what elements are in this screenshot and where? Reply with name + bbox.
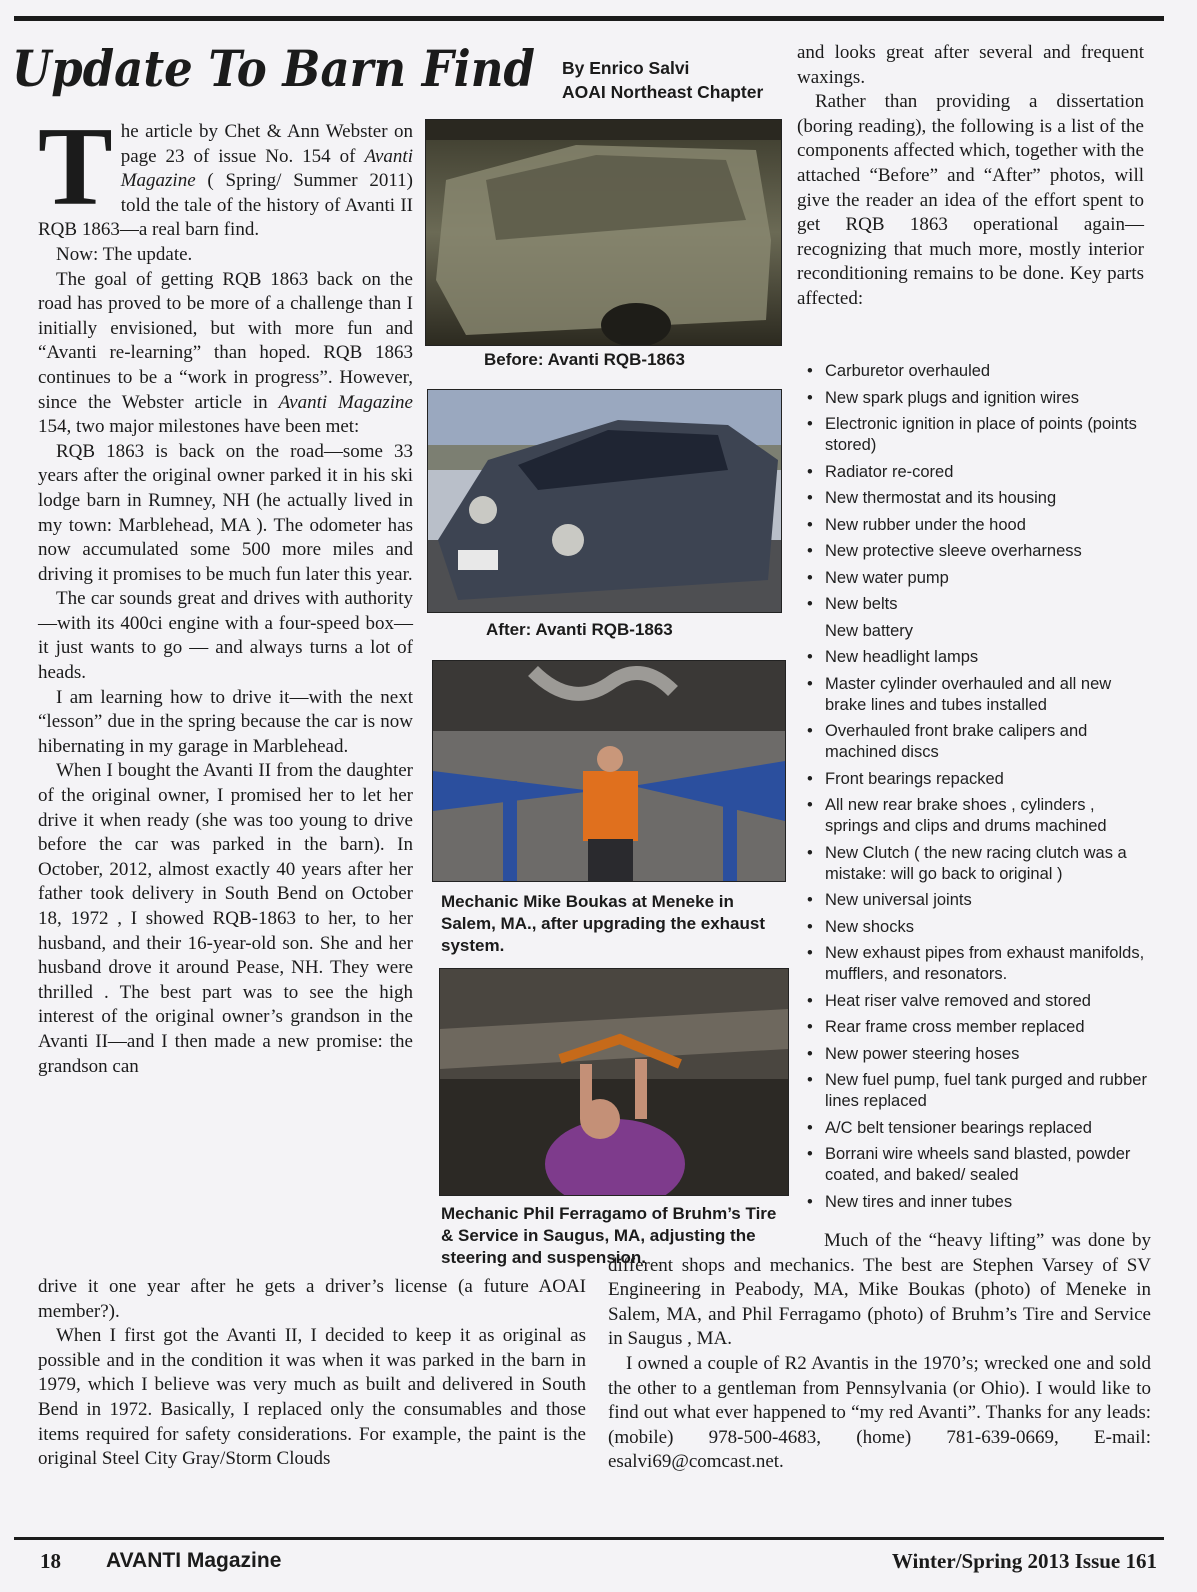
photo-before <box>425 119 782 346</box>
list-item: • New spark plugs and ignition wires <box>801 388 1151 409</box>
photo-after <box>427 389 782 613</box>
list-item: • Carburetor overhauled <box>801 361 1151 382</box>
intro-paragraph: The article by Chet & Ann Webster on page 23 of issue No. 154 of Avanti Magazine ( Spring/ Summer 2011) told the tale of the history of Avanti II RQB 1863—a real barn find. <box>38 105 413 241</box>
list-item: • All new rear brake shoes , cylinders , springs and clips and drums machined <box>801 795 1151 837</box>
photo-phil <box>439 968 789 1196</box>
drop-cap: T <box>38 105 113 229</box>
paragraph-red-avanti: I owned a couple of R2 Avantis in the 1970’s; wrecked one and sold the other to a gentleman from Pennsylvania (or Ohio). I would like to find out what ever happened to “my red Avanti”. Thanks for any leads: (mobile) 978-500-4683, (home) 781-639-0669, E-mail: esalvi69@comcast.net. <box>608 1352 1151 1473</box>
mechanic-phil-image <box>440 969 788 1195</box>
byline-author: By Enrico Salvi <box>562 58 690 78</box>
list-item: • Electronic ignition in place of points (points stored) <box>801 414 1151 456</box>
caption-after: After: Avanti RQB-1863 <box>486 620 673 639</box>
list-item: • Rear frame cross member replaced <box>801 1017 1151 1038</box>
list-item: • Borrani wire wheels sand blasted, powder coated, and baked/ sealed <box>801 1144 1151 1186</box>
left-column <box>38 105 413 1079</box>
after-car-image <box>428 390 781 612</box>
list-item: • A/C belt tensioner bearings replaced <box>801 1118 1151 1139</box>
list-item: • New water pump <box>801 568 1151 589</box>
list-item: • New fuel pump, fuel tank purged and rubber lines replaced <box>801 1070 1151 1112</box>
paragraph-waxings: and looks great after several and frequent waxings. <box>797 42 1144 88</box>
paragraph-promise: When I bought the Avanti II from the daughter of the original owner, I promised her to let her drive it when ready (she was too young to drive before the car was parked in the barn). In October, 2012, almost exactly 40 years after her father took delivery in South Bend on October 18, 1972 , I showed RQB-1863 to her, to her husband, and their 16-year-old son. She and her husband drove it around Pease, NH. They were thrilled . The best part was to see the high interest of the original owner’s grandson in the Avanti II—and I then made a new promise: the grandson can <box>38 760 413 1077</box>
byline-chapter: AOAI Northeast Chapter <box>562 82 764 102</box>
magazine-name: AVANTI Magazine <box>106 1549 282 1572</box>
paragraph-update: Now: The update. <box>56 243 193 265</box>
paragraph-goal: The goal of getting RQB 1863 back on the road has proved to be more of a challenge than I initially envisioned, but with more fun and “Avanti re-learning” than hoped. RQB 1863 continues to be a “work in progress”. However, since the Webster article in Avanti Magazine 154, two major milestones have been met: <box>38 268 413 438</box>
right-column <box>797 41 1144 312</box>
list-item: • New Clutch ( the new racing clutch was a mistake: will go back to original ) <box>801 843 1151 885</box>
bottom-rule <box>14 1537 1164 1540</box>
paragraph-original: When I first got the Avanti II, I decided to keep it as original as possible and in the condition it was when it was parked in the barn in 1979, which I believe was very much as built and delivered in South Bend in 1972. Basically, I replaced only the consumables and those items required for safety considerations. For example, the paint is the original Steel City Gray/Storm Clouds <box>38 1325 586 1470</box>
list-item: New battery <box>825 621 914 640</box>
list-item: • New shocks <box>801 917 1151 938</box>
article-title: Update To Barn Find <box>12 39 535 98</box>
paragraph-dissertation: Rather than providing a dissertation (boring reading), the following is a list of the components affected which, together with the attached “Before” and “After” photos, will give the reader an idea of the effort spent to get RQB 1863 operational again—recognizing that much more, mostly interior reconditioning remains to be done. Key parts affected: <box>797 91 1144 309</box>
byline <box>562 56 797 104</box>
caption-phil: Mechanic Phil Ferragamo of Bruhm’s Tire & Service in Saugus, MA, adjusting the steering and suspension. <box>441 1204 777 1267</box>
list-item: • New universal joints <box>801 890 1151 911</box>
paragraph-promise-end: drive it one year after he gets a driver’s license (a future AOAI member?). <box>38 1276 586 1322</box>
mechanic-mike-image <box>433 661 785 881</box>
page-number: 18 <box>40 1549 61 1573</box>
list-item: • Heat riser valve removed and stored <box>801 991 1151 1012</box>
paragraph-sounds-great: The car sounds great and drives with authority—with its 400ci engine with a four-speed box—it just wants to go — and always turns a lot of heads. <box>38 588 413 684</box>
list-item: • Radiator re-cored <box>801 462 1151 483</box>
paragraph-learning: I am learning how to drive it—with the next “lesson” due in the spring because the car is now hibernating in my garage in Marblehead. <box>38 686 413 757</box>
list-item: • New headlight lamps <box>801 647 1151 668</box>
list-item: • Master cylinder overhauled and all new brake lines and tubes installed <box>801 674 1151 716</box>
list-item: • New power steering hoses <box>801 1044 1151 1065</box>
top-rule <box>14 16 1164 21</box>
issue-label: Winter/Spring 2013 Issue 161 <box>891 1549 1157 1573</box>
list-item: • Front bearings repacked <box>801 769 1151 790</box>
photo-mike <box>432 660 786 882</box>
before-car-image <box>426 120 781 345</box>
list-item: • Overhauled front brake calipers and machined discs <box>801 721 1151 763</box>
paragraph-heavy-lifting: Much of the “heavy lifting” was done by different shops and mechanics. The best are Stephen Varsey of SV Engineering in Peabody, MA, Mike Boukas (photo) of Meneke in Salem, MA, and Phil Ferragamo (photo) of Bruhm’s Tire and Service in Saugus , MA. <box>608 1230 1151 1350</box>
parts-list <box>801 361 1151 1218</box>
list-item: • New exhaust pipes from exhaust manifolds, mufflers, and resonators. <box>801 943 1151 985</box>
paragraph-back-on-road: RQB 1863 is back on the road—some 33 years after the original owner parked it in his ski lodge barn in Rumney, NH (he actually lived in my town: Marblehead, MA ). The odometer has now accumulated some 500 more miles and driving it promises to be much fun later this year. <box>38 440 413 585</box>
right-bottom-column <box>608 1229 1151 1475</box>
list-item: • New rubber under the hood <box>801 515 1151 536</box>
left-bottom-column <box>38 1275 586 1472</box>
list-item: • New belts <box>801 594 1151 615</box>
list-item: • New thermostat and its housing <box>801 488 1151 509</box>
caption-before: Before: Avanti RQB-1863 <box>484 350 685 369</box>
list-item: • New tires and inner tubes <box>801 1192 1151 1213</box>
list-item: • New protective sleeve overharness <box>801 541 1151 562</box>
caption-mike: Mechanic Mike Boukas at Meneke in Salem, MA., after upgrading the exhaust system. <box>441 892 766 955</box>
